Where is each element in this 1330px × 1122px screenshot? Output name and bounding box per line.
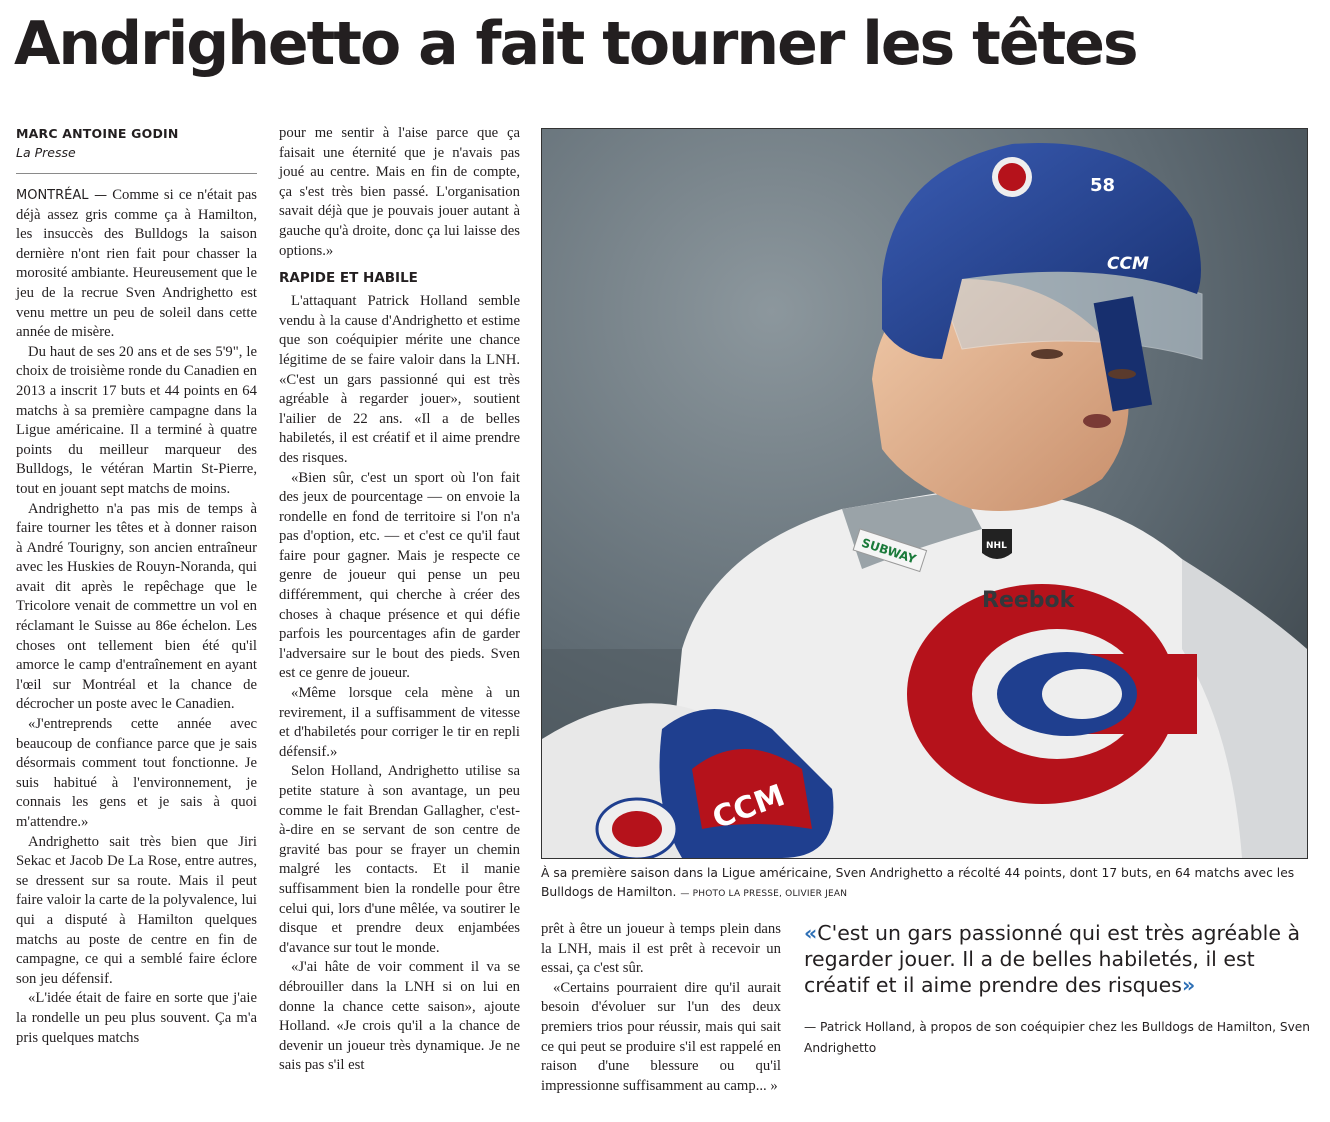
helmet-number: 58 — [1090, 175, 1116, 196]
pull-quote-text: C'est un gars passionné qui est très agréable à regarder jouer. Il a de belles habiletés, il est créatif et il aime prendre des risques — [804, 921, 1301, 997]
open-quote-mark: « — [804, 921, 818, 945]
byline-source: La Presse — [16, 145, 76, 160]
article-column-3 — [541, 920, 781, 1096]
paragraph: «L'idée était de faire en sorte que j'aie la rondelle un peu plus souvent. Ça m'a pris quelques matchs — [16, 990, 257, 1046]
paragraph: «J'entreprends cette année avec beaucoup de confiance parce que je sais désormais comment tout fonctionne. Je suis habitué à l'environnement, je connais les gens et je sais à quoi m'attendre.» — [16, 716, 257, 830]
paragraph: «J'ai hâte de voir comment il va se débrouiller dans la LNH si on lui en donne la chance cette saison», ajoute Holland. «Je crois qu'il a la chance de devenir un joueur très dynamique. Je ne sais pas s'il est — [279, 959, 520, 1074]
photo-caption — [541, 864, 1311, 904]
byline-divider — [16, 173, 257, 174]
article-column-1 — [16, 124, 257, 1048]
pull-quote-attribution: — Patrick Holland, à propos de son coéquipier chez les Bulldogs de Hamilton, Sven Andrighetto — [804, 1020, 1311, 1055]
helmet-brand: CCM — [1107, 254, 1149, 274]
caption-text: À sa première saison dans la Ligue américaine, Sven Andrighetto a récolté 44 points, dont 17 buts, en 64 matchs avec les Bulldogs de Hamilton. — [541, 866, 1295, 899]
paragraph: «Bien sûr, c'est un sport où l'on fait des jeux de pourcentage — on envoie la rondelle en fond de territoire si l'on n'a pas d'option, etc. — et c'est ce qu'il faut faire pour gagner. Mais je respecte ce genre de joueur qui pense un peu différemment, qui cherche à créer des choses à chaque présence et qui défie parfois les pourcentages afin de garder l'adversaire sur le bout des pieds. Sven est ce genre de joueur. — [279, 469, 520, 682]
pull-quote — [804, 920, 1314, 998]
paragraph: MONTRÉAL — Comme si ce n'était pas déjà assez gris comme ça à Hamilton, les insuccès des Bulldogs la saison dernière n'ont rien fait pour chasser la morosité ambiante. Heureusement que le jeu de la recrue Sven Andrighetto est venu mettre un peu de soleil dans cette année de misère. — [16, 187, 257, 341]
paragraph: Selon Holland, Andrighetto utilise sa petite stature à son avantage, un peu comme le fait Brendan Gallagher, c'est-à-dire en se servant de son centre de gravité bas pour se frayer un chemin malgré les contacts. Et il manie suffisamment bien la rondelle pour être celui qui, lors d'une mêlée, va soutirer le disque et prendre deux enjambées d'avance sur tout le monde. — [279, 763, 520, 956]
jersey-brand-text: Reebok — [982, 588, 1075, 613]
byline-author: MARC ANTOINE GODIN — [16, 126, 179, 141]
paragraph: pour me sentir à l'aise parce que ça faisait une éternité que je n'avais pas joué au centre. Mais en fin de compte, ça s'est très bien passé. L'organisation savait déjà que je pouvais jouer autant à gauche qu'à droite, donc ça lui laisse des options.» — [279, 125, 520, 259]
subheading: RAPIDE ET HABILE — [279, 270, 418, 287]
paragraph: Andrighetto sait très bien que Jiri Sekac et Jacob De La Rose, entre autres, se dressent sur sa route. Mais il peut faire valoir la carte de la polyvalence, lui qui a disputé à Hamilton quelques matchs au poste de centre en fin de campagne, ce qui a semblé faire éclore son jeu défensif. — [16, 833, 257, 987]
headline: Andrighetto a fait tourner les têtes — [14, 9, 1137, 79]
player-photo — [541, 128, 1308, 859]
nhl-text: NHL — [986, 541, 1007, 551]
paragraph: «Même lorsque cela mène à un revirement, il a suffisamment de vitesse et d'habiletés pour corriger le tir en repli défensif.» — [279, 685, 520, 760]
paragraph: Du haut de ses 20 ans et de ses 5'9", le choix de troisième ronde du Canadien en 2013 a inscrit 17 buts et 44 points en 64 matchs à sa première campagne dans la Ligue américaine. Il a terminé à quatre points du meilleur marqueur des Bulldogs, le vétéran Martin St-Pierre, tout en jouant sept matchs de moins. — [16, 343, 257, 497]
paragraph: L'attaquant Patrick Holland semble vendu à la cause d'Andrighetto et estime que son coéquipier mérite une chance légitime de se faire valoir dans la LNH. «C'est un gars passionné qui est très agréable à regarder jouer», soutient l'ailier de 22 ans. «Il a de belles habiletés, il est créatif et il aime prendre des risques. — [279, 293, 520, 466]
paragraph: Andrighetto n'a pas mis de temps à faire tourner les têtes et à donner raison à André Tourigny, son ancien entraîneur avec les Huskies de Rouyn-Noranda, qui avait dit après le repêchage que le Tricolore venait de commettre un vol en réclamant le Suisse au 86e échelon. Les choses ont tellement bien été qu'il amorce le camp d'entraînement en ayant l'œil sur Montréal et la chance de décrocher un poste avec le Canadien. — [16, 500, 257, 713]
photo-credit: — PHOTO LA PRESSE, OLIVIER JEAN — [680, 889, 848, 899]
article-column-2 — [279, 124, 520, 1076]
paragraph: «Certains pourraient dire qu'il aurait besoin d'évoluer sur l'un des deux premiers trios pour réussir, mais qui sait ce qui peut se produire s'il est rappelé en raison d'une blessure ou qu'il impressionne suffisamment au camp... » — [541, 979, 781, 1094]
patch-text: SUBWAY — [859, 535, 918, 567]
dateline: MONTRÉAL — — [16, 188, 108, 203]
glove-brand: CCM — [707, 778, 790, 837]
paragraph: prêt à être un joueur à temps plein dans la LNH, mais il est prêt à recevoir un essai, ça c'est sûr. — [541, 921, 781, 977]
close-quote-mark: » — [1181, 973, 1196, 997]
